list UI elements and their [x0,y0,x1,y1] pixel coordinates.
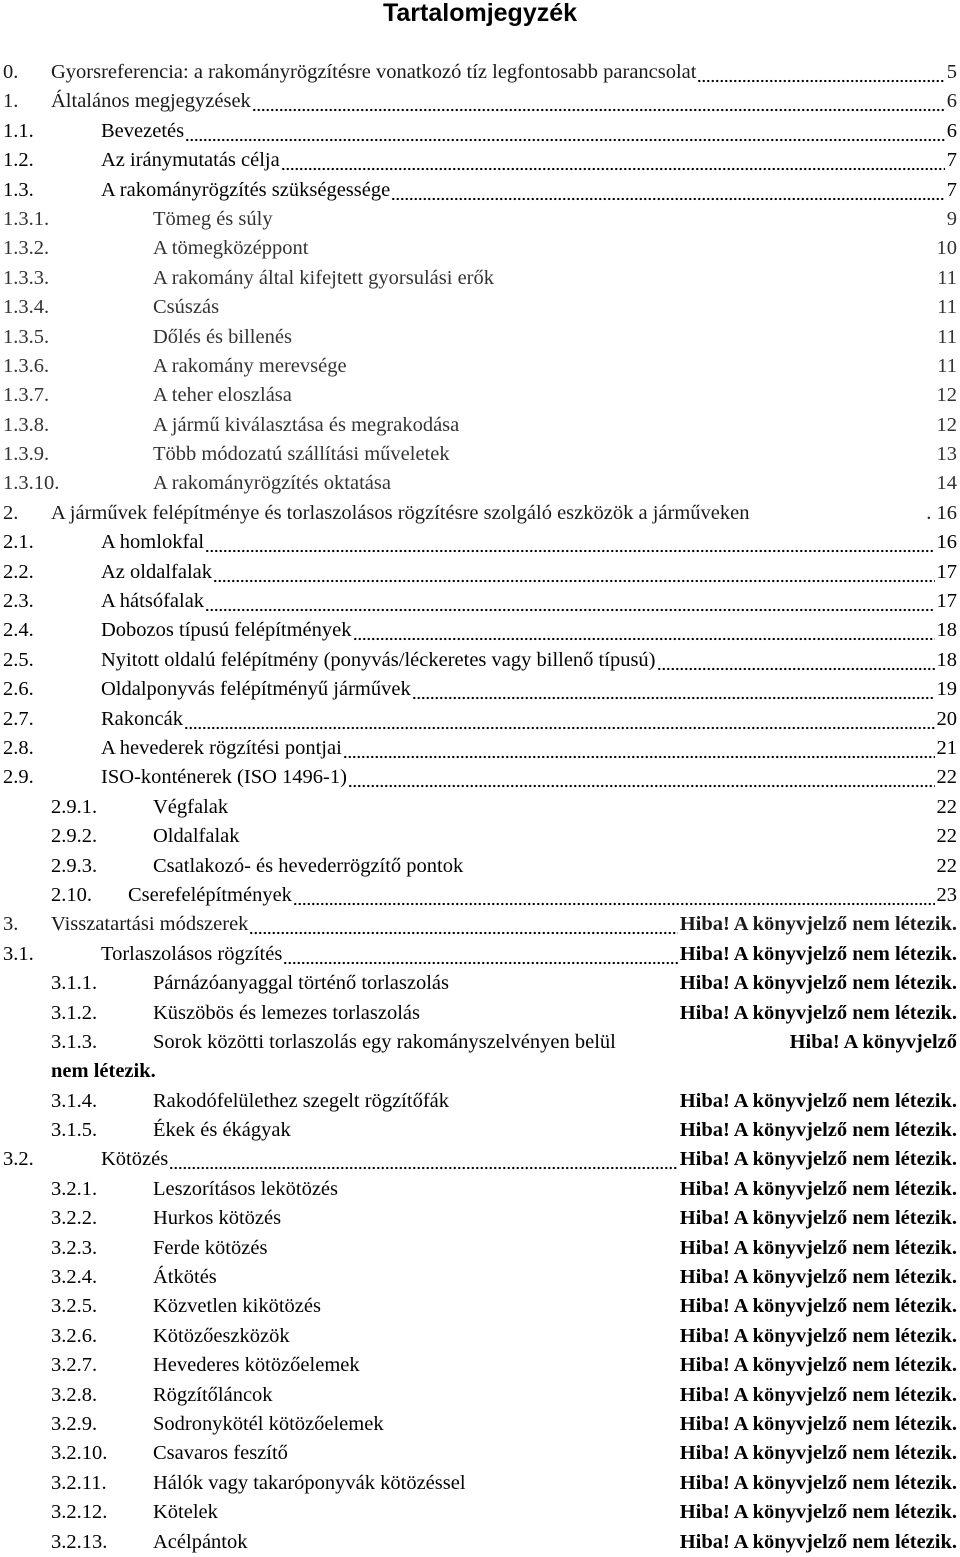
toc-entry-page: Hiba! A könyvjelző nem létezik. [679,972,957,995]
toc-entry-title: Hálók vagy takaróponyvák kötözéssel [153,1471,466,1494]
toc-entry-number: 3.1.5. [51,1119,98,1142]
toc-entry[interactable] [0,1528,960,1557]
toc-entry-page: 20 [936,707,957,730]
toc-entry-title: A jármű kiválasztása és megrakodása [153,413,460,436]
toc-entry[interactable] [0,910,960,939]
toc-entry-page: Hiba! A könyvjelző [789,1030,957,1053]
toc-entry-number: 1.3.8. [3,413,50,436]
dot-leader [348,765,935,790]
toc-entry-page: Hiba! A könyvjelző nem létezik. [679,942,957,965]
toc-entry-page: 18 [936,648,957,671]
toc-entry-title: A rakományrögzítés oktatása [153,472,391,495]
toc-entry-number: 1.3. [3,178,34,201]
toc-entry[interactable] [0,793,960,822]
toc-entry-number: 2.6. [3,678,34,701]
toc-entry[interactable] [0,1410,960,1439]
toc-entry-page: 14 [936,472,957,495]
toc-entry-title: Párnázóanyaggal történő torlaszolás [153,972,449,995]
toc-entry-page: 7 [946,178,957,201]
toc-entry-number: 1.3.2. [3,237,50,260]
toc-entry[interactable] [0,616,960,645]
toc-entry-page: 18 [936,619,957,642]
toc-entry-title: Sorok közötti torlaszolás egy rakományszelvényen belül [153,1030,616,1053]
toc-entry-number: 3.2.11. [51,1471,107,1494]
toc-entry[interactable] [0,646,960,675]
dot-leader [697,60,944,85]
toc-entry-page: 6 [946,119,957,142]
toc-entry-number: 1.3.1. [3,207,50,230]
toc-entry[interactable] [0,323,960,352]
dot-leader [205,530,934,555]
toc-entry-page: Hiba! A könyvjelző nem létezik. [679,1324,957,1347]
toc-entry-number: 1.3.6. [3,354,50,377]
toc-entry[interactable] [0,1469,960,1498]
toc-entry[interactable] [0,763,960,792]
toc-entry-page: Hiba! A könyvjelző nem létezik. [679,1442,957,1465]
toc-entry[interactable] [0,411,960,440]
toc-entry-page: 10 [936,237,957,260]
toc-entry-title: Rögzítőláncok [153,1383,273,1406]
toc-entry-title: Sodronykötél kötözőelemek [153,1412,384,1435]
toc-entry[interactable] [0,264,960,293]
toc-entry-number: 3.2. [3,1148,34,1171]
toc-entry-page: 22 [936,825,957,848]
toc-entry-number: 1. [3,90,19,113]
dot-leader [169,1147,678,1172]
toc-entry-number: 3.2.9. [51,1412,98,1435]
toc-entry[interactable] [0,675,960,704]
toc-entry-number: 2.2. [3,560,34,583]
dot-leader [205,589,934,614]
toc-entry-title: A teher eloszlása [153,384,292,407]
toc-entry-page: Hiba! A könyvjelző nem létezik. [679,1148,957,1171]
toc-entry-page: 17 [936,560,957,583]
toc-entry-page: 22 [936,766,957,789]
toc-entry[interactable] [0,176,960,205]
toc-entry-number: 2.9.2. [51,825,98,848]
toc-entry-number: 1.3.9. [3,443,50,466]
toc-entry-number: 3.1.1. [51,972,98,995]
toc-entry[interactable] [0,705,960,734]
toc-entry-title: Dőlés és billenés [153,325,292,348]
toc-entry-number: 3. [3,913,19,936]
toc-entry[interactable] [0,1116,960,1145]
toc-entry-number: 2. [3,501,19,524]
toc-entry-title: Oldalfalak [153,825,240,848]
toc-entry-page: 19 [936,678,957,701]
toc-entry-number: 3.2.6. [51,1324,98,1347]
toc-entry-page: 22 [936,854,957,877]
toc-entry-number: 3.1. [3,942,34,965]
toc-entry[interactable] [0,969,960,998]
toc-entry-title: Visszatartási módszerek [51,913,249,936]
toc-entry-page: 11 [937,296,957,319]
toc-entry[interactable] [0,1204,960,1233]
toc-entry-page: Hiba! A könyvjelző nem létezik. [679,1266,957,1289]
toc-entry[interactable] [0,381,960,410]
toc-entry[interactable] [0,558,960,587]
toc-entry-number: 1.2. [3,149,34,172]
toc-entry-number: 3.2.1. [51,1177,98,1200]
toc-entry-title: Az iránymutatás célja [101,149,280,172]
toc-entry-page: 11 [937,325,957,348]
toc-entry[interactable] [0,146,960,175]
toc-entry-number: 3.2.4. [51,1266,98,1289]
toc-entry-number: 1.3.4. [3,296,50,319]
toc-entry-page: Hiba! A könyvjelző nem létezik. [679,1354,957,1377]
toc-entry-page: Hiba! A könyvjelző nem létezik. [679,1412,957,1435]
toc-entry-number: 2.9.1. [51,795,98,818]
toc-entry-title: ISO-konténerek (ISO 1496-1) [101,766,347,789]
toc-entry[interactable] [0,117,960,146]
toc-entry-number: 3.1.3. [51,1030,98,1053]
toc-entry-title: Közvetlen kikötözés [153,1295,321,1318]
toc-entry-number: 1.3.3. [3,266,50,289]
toc-entry-number: 0. [3,61,19,83]
toc-entry[interactable] [0,528,960,557]
toc-entry[interactable] [0,1292,960,1321]
toc-entry-page: 11 [937,266,957,289]
toc-entry-page: Hiba! A könyvjelző nem létezik. [679,1119,957,1142]
toc-entry[interactable] [0,881,960,910]
toc-entry-title: Az oldalfalak [101,560,212,583]
toc-entry[interactable] [0,1381,960,1410]
dot-leader [353,618,935,643]
toc-entry-number: 1.1. [3,119,34,142]
toc-entry[interactable] [0,58,960,87]
toc-entry[interactable] [0,293,960,322]
toc-entry-number: 1.3.5. [3,325,50,348]
toc-entry-page: Hiba! A könyvjelző nem létezik. [679,1471,957,1494]
toc-entry-number: 2.9.3. [51,854,98,877]
toc-entry[interactable] [0,469,960,498]
toc-entry-page: Hiba! A könyvjelző nem létezik. [679,1295,957,1318]
toc-entry-page: Hiba! A könyvjelző nem létezik. [679,1089,957,1112]
dot-leader [343,736,935,761]
toc-entry[interactable] [0,1175,960,1204]
toc-entry-title: Kötözés [101,1148,169,1171]
toc-entry-number: 2.4. [3,619,34,642]
toc-entry-title: Tömeg és súly [153,207,273,230]
toc-entry-title: Csatlakozó- és hevederrögzítő pontok [153,854,464,877]
toc-entry-title: Kötelek [153,1501,218,1524]
dot-leader [391,178,945,203]
toc-entry[interactable] [0,1087,960,1116]
dot-leader [283,942,677,967]
toc-entry-title: A rakomány merevsége [153,354,347,377]
toc-entry[interactable] [0,852,960,881]
dot-leader [657,648,935,673]
toc-entry-title: Nyitott oldalú felépítmény (ponyvás/léckeretes vagy billenő típusú) [101,648,656,671]
toc-entry[interactable] [0,1263,960,1292]
toc-entry-title: Rakoncák [101,707,183,730]
toc-entry-title: Ékek és ékágyak [153,1119,291,1142]
toc-entry-page: 22 [936,795,957,818]
toc-entry-page: Hiba! A könyvjelző nem létezik. [679,1501,957,1524]
toc-entry-title: Átkötés [153,1266,217,1289]
toc-entry[interactable] [0,1145,960,1174]
toc-entry[interactable] [0,940,960,969]
toc-entry-number: 3.1.4. [51,1089,98,1112]
toc-entry-page: 13 [936,443,957,466]
toc-entry-number: 2.3. [3,590,34,613]
toc-entry[interactable] [0,999,960,1028]
toc-entry-number: 3.1.2. [51,1001,98,1024]
dot-leader [412,677,935,702]
toc-entry-number: 2.9. [3,766,34,789]
toc-entry-title: Bevezetés [101,119,185,142]
toc-entry-page: 9 [946,207,957,230]
toc-entry-title: Cserefelépítmények [128,883,292,906]
toc-entry[interactable] [0,1498,960,1527]
toc-entry[interactable] [0,1351,960,1380]
toc-entry[interactable] [0,1322,960,1351]
toc-entry-page: 21 [936,736,957,759]
toc-entry-number: 1.3.7. [3,384,50,407]
toc-entry[interactable] [0,499,960,528]
toc-entry-page: 6 [946,90,957,113]
toc-entry-page: Hiba! A könyvjelző nem létezik. [679,1383,957,1406]
toc-entry-number: 2.8. [3,736,34,759]
toc-entry-title: A rakomány által kifejtett gyorsulási erők [153,266,495,289]
toc-entry-page: Hiba! A könyvjelző nem létezik. [679,913,957,936]
toc-entry-title: A hevederek rögzítési pontjai [101,736,342,759]
toc-entry-number: 2.1. [3,531,34,554]
toc-entry[interactable] [0,1439,960,1468]
toc-entry-title: Acélpántok [153,1530,248,1553]
toc-entry-title: Leszorításos lekötözés [153,1177,339,1200]
toc-entry-page: 5 [946,61,957,83]
toc-entry-title: A homlokfal [101,531,205,554]
toc-entry-page-continued: nem létezik. [51,1059,156,1082]
dot-leader [281,148,945,173]
toc-entry-page: 16 [936,531,957,554]
toc-entry-title: A járművek felépítménye és torlaszolásos rögzítésre szolgáló eszközök a járműveken [51,501,750,524]
toc-entry-number: 3.2.13. [51,1530,108,1553]
toc-entry[interactable] [0,87,960,116]
toc-entry-page: 11 [937,354,957,377]
toc-entry-page: Hiba! A könyvjelző nem létezik. [679,1207,957,1230]
toc-entry[interactable] [0,440,960,469]
toc-entry[interactable] [0,205,960,234]
toc-entry-number: 3.2.12. [51,1501,108,1524]
toc-entry-number: 3.2.8. [51,1383,98,1406]
toc-entry-title: Oldalponyvás felépítményű járművek [101,678,411,701]
toc-entry-number: 3.2.3. [51,1236,98,1259]
toc-entry-title: A tömegközéppont [153,237,309,260]
toc-entry-number: 3.2.5. [51,1295,98,1318]
dot-leader [185,119,945,144]
page-title: Tartalomjegyzék [382,0,578,27]
toc-entry-title: Gyorsreferencia: a rakományrögzítésre vonatkozó tíz legfontosabb parancsolat [51,61,697,83]
toc-entry-page: 7 [946,149,957,172]
toc-entry-page: . 16 [926,501,957,524]
toc-entry-page: Hiba! A könyvjelző nem létezik. [679,1236,957,1259]
toc-entry-page: Hiba! A könyvjelző nem létezik. [679,1530,957,1553]
toc-entry[interactable] [0,352,960,381]
dot-leader [293,883,935,908]
toc-entry-number: 3.2.10. [51,1442,108,1465]
toc-entry-page: 12 [936,384,957,407]
dot-leader [213,560,935,585]
toc-entry-number: 3.2.7. [51,1354,98,1377]
toc-entry[interactable] [0,822,960,851]
toc-entry-page: 17 [936,590,957,613]
toc-entry-title: Torlaszolásos rögzítés [101,942,283,965]
dot-leader [249,912,677,937]
toc-entry[interactable] [0,734,960,763]
toc-entry-title: Ferde kötözés [153,1236,268,1259]
table-of-contents [0,58,960,1557]
toc-entry-number: 3.2.2. [51,1207,98,1230]
toc-entry[interactable] [0,1028,960,1087]
toc-entry[interactable] [0,234,960,263]
toc-entry-number: 1.3.10. [3,472,60,495]
toc-entry-title: Dobozos típusú felépítmények [101,619,352,642]
toc-entry[interactable] [0,1234,960,1263]
toc-entry-title: Hevederes kötözőelemek [153,1354,360,1377]
toc-entry-page: Hiba! A könyvjelző nem létezik. [679,1001,957,1024]
toc-entry-number: 2.10. [51,883,92,906]
toc-entry-title: Küszöbös és lemezes torlaszolás [153,1001,420,1024]
toc-entry-page: 23 [936,883,957,906]
toc-entry-title: Több módozatú szállítási műveletek [153,443,450,466]
toc-entry-title: Végfalak [153,795,229,818]
toc-entry-title: Általános megjegyzések [51,90,251,113]
toc-entry[interactable] [0,587,960,616]
toc-entry-number: 2.7. [3,707,34,730]
toc-entry-number: 2.5. [3,648,34,671]
toc-entry-title: Csúszás [153,296,220,319]
dot-leader [252,89,945,114]
toc-entry-title: Kötözőeszközök [153,1324,290,1347]
toc-entry-title: A rakományrögzítés szükségessége [101,178,391,201]
toc-entry-title: Hurkos kötözés [153,1207,282,1230]
toc-entry-title: Csavaros feszítő [153,1442,288,1465]
toc-entry-title: Rakodófelülethez szegelt rögzítőfák [153,1089,449,1112]
dot-leader [184,707,935,732]
toc-entry-page: 12 [936,413,957,436]
toc-entry-title: A hátsófalak [101,590,205,613]
toc-entry-page: Hiba! A könyvjelző nem létezik. [679,1177,957,1200]
